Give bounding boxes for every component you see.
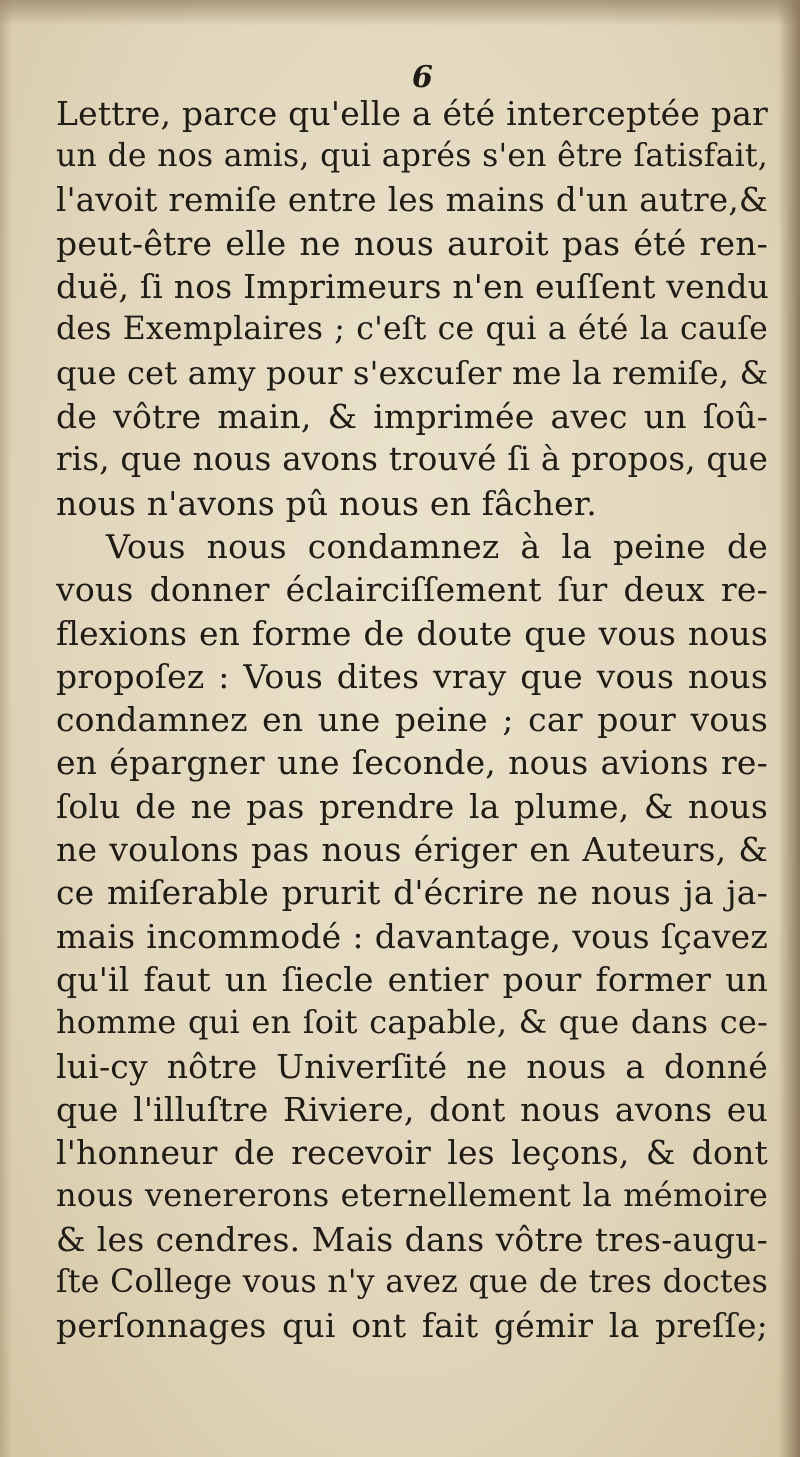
text-line: vous donner éclairciſſement ſur deux re- [56,570,768,610]
body-text [56,92,768,1348]
page-edge-shadow-top [0,0,800,26]
text-line: peut-être elle ne nous auroit pas été ren- [56,223,768,263]
text-line: lui-cy nôtre Univerſité ne nous a donné [56,1046,768,1086]
text-line: nous venererons eternellement la mémoire [56,1176,768,1215]
text-line: Lettre, parce qu'elle a été interceptée par [56,94,768,133]
paragraph-start-line: Vous nous condamnez à la peine de [106,526,768,566]
page-edge-shadow-left [0,0,12,1457]
text-line: un de nos amis, qui aprés s'en être ſatisfait, [56,138,768,175]
text-line: condamnez en une peine ; car pour vous [56,700,768,740]
page-number: 6 [412,60,433,95]
text-line: que l'illuſtre Riviere, dont nous avons eu [56,1089,768,1129]
text-line: propoſez : Vous dites vray que vous nous [56,656,768,696]
text-line: ſte College vous n'y avez que de tres doctes [56,1264,768,1301]
text-line: en épargner une ſeconde, nous avions re- [56,743,768,783]
text-line: flexions en forme de doute que vous nous [56,613,768,653]
text-line: ce miſerable prurit d'écrire ne nous ja ja- [56,873,768,913]
text-line: que cet amy pour s'excuſer me la remiſe, & [56,353,769,392]
text-line: des Exemplaires ; c'eſt ce qui a été la cauſe [56,311,768,348]
text-line: de vôtre main, & imprimée avec un ſoû- [56,397,768,437]
text-line: l'avoit remiſe entre les mains d'un autre,& [56,180,768,219]
paragraph-end-line: nous n'avons pû nous en fâcher. [56,483,597,523]
text-line: l'honneur de recevoir les leçons, & dont [56,1133,768,1173]
text-line: duë, ſi nos Imprimeurs n'en euſſent vendu [56,267,770,307]
text-line: & les cendres. Mais dans vôtre tres-augu- [56,1219,768,1259]
text-line: ris, que nous avons trouvé ſi à propos, que [56,440,768,479]
text-line: mais incommodé : davantage, vous ſçavez [56,916,768,956]
text-line: ne voulons pas nous ériger en Auteurs, & [56,830,768,870]
page-edge-shadow-right [778,0,800,1457]
text-line: qu'il faut un ſiecle entier pour former un [56,959,768,999]
text-line: homme qui en ſoit capable, & que dans ce- [56,1003,768,1042]
text-line: perſonnages qui ont fait gémir la preſſe; [56,1306,768,1346]
text-line: ſolu de ne pas prendre la plume, & nous [56,786,768,826]
